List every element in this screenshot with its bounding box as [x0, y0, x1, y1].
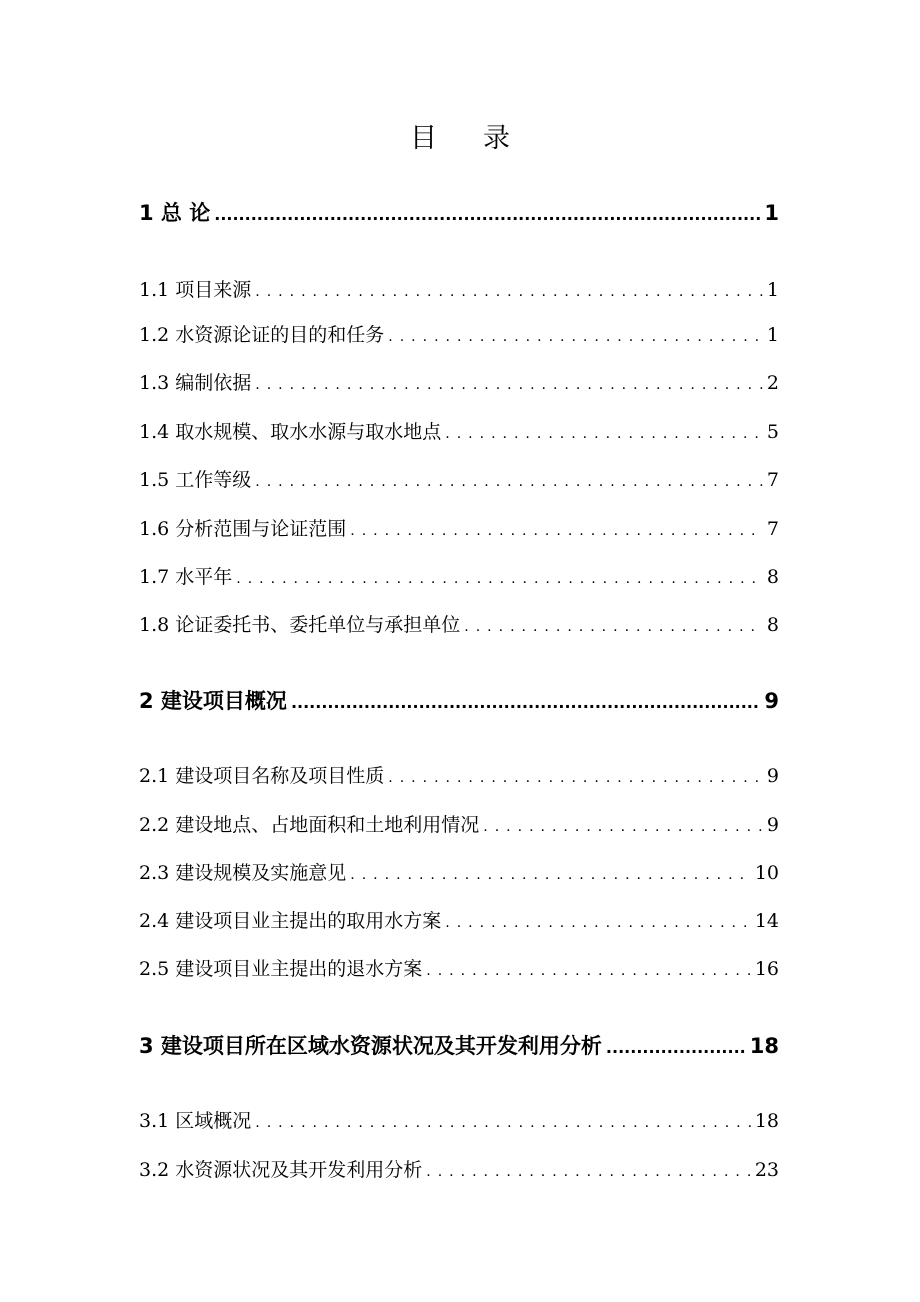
- toc-entry-label: 1.8 论证委托书、委托单位与承担单位: [139, 614, 461, 636]
- toc-section-2-3[interactable]: [139, 859, 779, 887]
- toc-entry-page: 18: [749, 1034, 779, 1058]
- toc-entry-label: 3 建设项目所在区域水资源状况及其开发利用分析: [139, 1034, 602, 1058]
- toc-section-2-5[interactable]: [139, 955, 779, 983]
- toc-leader-dots: [291, 688, 760, 718]
- toc-entry-page: 9: [766, 814, 779, 836]
- toc-entry-label: 2.5 建设项目业主提出的退水方案: [139, 958, 423, 980]
- toc-leader-dots: [214, 200, 760, 230]
- toc-leader-dots: [236, 565, 763, 593]
- toc-entry-page: 8: [766, 614, 779, 636]
- toc-entry-label: 2.3 建设规模及实施意见: [139, 862, 347, 884]
- toc-entry-page: 5: [766, 421, 779, 443]
- toc-leader-dots: [350, 861, 751, 889]
- toc-leader-dots: [388, 764, 763, 792]
- toc-entry-page: 9: [766, 765, 779, 787]
- toc-entry-page: 23: [754, 1159, 779, 1181]
- toc-entry-page: 7: [766, 518, 779, 540]
- toc-entry-page: 10: [754, 862, 779, 884]
- toc-section-1-2[interactable]: [139, 321, 779, 349]
- toc-entry-label: 1.4 取水规模、取水水源与取水地点: [139, 421, 442, 443]
- toc-section-3-2[interactable]: [139, 1156, 779, 1184]
- toc-leader-dots: [426, 957, 751, 985]
- toc-entry-label: 1.2 水资源论证的目的和任务: [139, 324, 385, 346]
- toc-section-1-7[interactable]: [139, 563, 779, 591]
- toc-section-1-4[interactable]: [139, 418, 779, 446]
- toc-section-1-1[interactable]: [139, 276, 779, 304]
- toc-entry-label: 1.6 分析范围与论证范围: [139, 518, 347, 540]
- toc-section-2-4[interactable]: [139, 907, 779, 935]
- toc-chapter-2[interactable]: [139, 686, 779, 716]
- toc-leader-dots: [255, 371, 763, 399]
- toc-entry-page: 7: [766, 469, 779, 491]
- toc-entry-label: 2.2 建设地点、占地面积和土地利用情况: [139, 814, 480, 836]
- toc-leader-dots: [445, 420, 763, 448]
- toc-entry-label: 3.2 水资源状况及其开发利用分析: [139, 1159, 423, 1181]
- toc-title-char-1: 目: [410, 123, 437, 154]
- toc-entry-page: 1: [766, 279, 779, 301]
- toc-entry-page: 14: [754, 910, 779, 932]
- toc-entry-page: 1: [766, 324, 779, 346]
- toc-entry-page: 16: [754, 958, 779, 980]
- toc-leader-dots: [464, 613, 763, 641]
- toc-leader-dots: [426, 1158, 751, 1186]
- toc-leader-dots: [350, 517, 763, 545]
- toc-entry-label: 2.1 建设项目名称及项目性质: [139, 765, 385, 787]
- toc-section-1-5[interactable]: [139, 466, 779, 494]
- toc-section-1-3[interactable]: [139, 369, 779, 397]
- toc-section-1-6[interactable]: [139, 515, 779, 543]
- toc-chapter-3[interactable]: [139, 1031, 779, 1061]
- toc-title-char-2: 录: [483, 123, 510, 154]
- toc-entry-label: 3.1 区域概况: [139, 1110, 252, 1132]
- toc-entry-page: 8: [766, 566, 779, 588]
- toc-entry-label: 1.3 编制依据: [139, 372, 252, 394]
- toc-entry-page: 9: [764, 689, 779, 713]
- toc-leader-dots: [483, 813, 763, 841]
- toc-entry-label: 2.4 建设项目业主提出的取用水方案: [139, 910, 442, 932]
- toc-leader-dots: [606, 1033, 746, 1063]
- toc-leader-dots: [255, 468, 763, 496]
- toc-section-3-1[interactable]: [139, 1107, 779, 1135]
- toc-title: [0, 116, 920, 155]
- toc-chapter-1[interactable]: [139, 198, 779, 228]
- toc-entry-page: 2: [766, 372, 779, 394]
- toc-section-1-8[interactable]: [139, 611, 779, 639]
- toc-entry-label: 1.7 水平年: [139, 566, 233, 588]
- toc-entry-page: 18: [754, 1110, 779, 1132]
- toc-section-2-2[interactable]: [139, 811, 779, 839]
- toc-leader-dots: [445, 909, 751, 937]
- toc-entry-page: 1: [764, 201, 779, 225]
- toc-entry-label: 1 总 论: [139, 201, 211, 225]
- toc-entry-label: 1.5 工作等级: [139, 469, 252, 491]
- toc-leader-dots: [255, 278, 763, 306]
- toc-leader-dots: [255, 1109, 751, 1137]
- toc-section-2-1[interactable]: [139, 762, 779, 790]
- toc-leader-dots: [388, 323, 763, 351]
- toc-entry-label: 2 建设项目概况: [139, 689, 287, 713]
- toc-entry-label: 1.1 项目来源: [139, 279, 252, 301]
